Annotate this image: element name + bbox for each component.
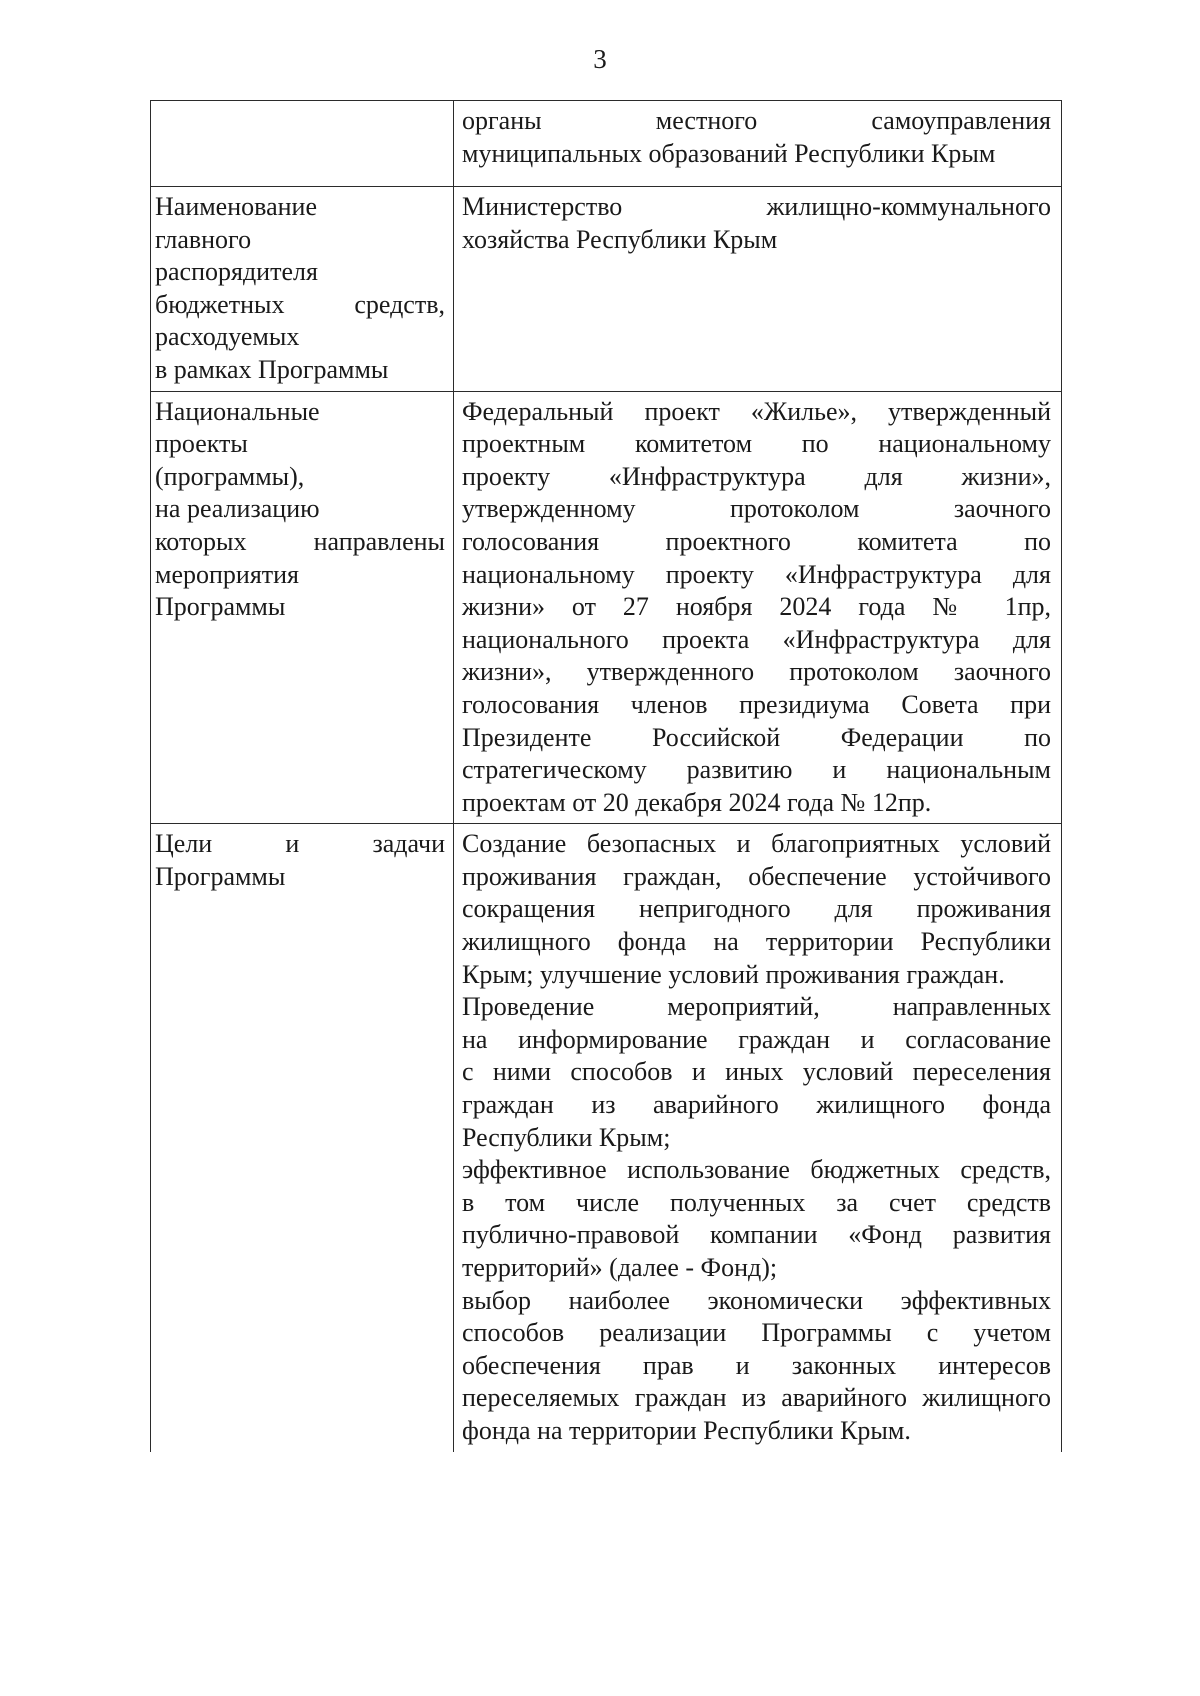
row-value-line: муниципальных образований Республики Крым xyxy=(462,138,996,168)
row-value-line: Создание безопасных и благоприятных условий xyxy=(462,829,1051,859)
row-label-line: главного xyxy=(155,224,252,254)
row-label-cell xyxy=(151,391,454,824)
page-number: 3 xyxy=(593,44,607,74)
row-label-cell xyxy=(151,187,454,392)
row-value-line: стратегическому развитию и национальным xyxy=(462,755,1051,785)
row-label-line: расходуемых xyxy=(155,322,300,352)
row-value-line: жилищного фонда на территории Республики xyxy=(462,927,1051,957)
row-label-cell xyxy=(151,824,454,1452)
row-label-line: в рамках Программы xyxy=(155,354,389,384)
row-value-cell xyxy=(454,391,1062,824)
row-value-line: территорий» (далее - Фонд); xyxy=(462,1253,778,1282)
row-value-line: переселяемых граждан из аварийного жилищного xyxy=(462,1383,1051,1413)
row-value-line: национальному проекту «Инфраструктура для xyxy=(462,559,1051,589)
table-row-national-projects xyxy=(151,391,1062,824)
row-label-line: Национальные xyxy=(155,396,320,426)
row-value-line: обеспечения прав и законных интересов xyxy=(462,1350,1051,1380)
row-value-line: Проведение мероприятий, направленных xyxy=(462,992,1051,1022)
row-label-line: Наименование xyxy=(155,192,317,221)
row-label-cell xyxy=(151,101,454,187)
row-value-line: публично-правовой компании «Фонд развития xyxy=(462,1220,1051,1250)
row-label-line: мероприятия xyxy=(155,559,300,589)
row-value-line: проекту «Инфраструктура для жизни», xyxy=(462,461,1051,491)
row-value-line: голосования проектного комитета по xyxy=(462,526,1051,556)
row-label-line: бюджетных средств, xyxy=(155,289,445,319)
row-value-line: Федеральный проект «Жилье», утвержденный xyxy=(462,396,1051,426)
row-value-line: национального проекта «Инфраструктура для xyxy=(462,624,1051,654)
row-value-cell xyxy=(454,101,1062,187)
row-value-line: выбор наиболее экономически эффективных xyxy=(462,1285,1051,1315)
row-value-line: проектным комитетом по национальному xyxy=(462,429,1051,459)
row-label-line: на реализацию xyxy=(155,494,320,524)
row-value-line: Президенте Российской Федерации по xyxy=(462,722,1051,752)
row-value-line: проживания граждан, обеспечение устойчивого xyxy=(462,861,1051,891)
row-label-line: Программы xyxy=(155,861,286,891)
row-value-line: граждан из аварийного жилищного фонда xyxy=(462,1090,1051,1120)
row-value-line: способов реализации Программы с учетом xyxy=(462,1318,1051,1348)
row-value-line: Министерство жилищно-коммунального xyxy=(462,192,1051,221)
row-value-line: голосования членов президиума Совета при xyxy=(462,689,1051,719)
table-row-budget-administrator xyxy=(151,187,1062,392)
row-value-line: жизни», утвержденного протоколом заочного xyxy=(462,657,1051,687)
table-row-goals-and-tasks xyxy=(151,824,1062,1452)
row-value-line: с ними способов и иных условий переселения xyxy=(462,1057,1051,1087)
row-value-line: сокращения непригодного для проживания xyxy=(462,894,1051,924)
row-label-line: (программы), xyxy=(155,461,305,491)
program-passport-table xyxy=(150,100,1062,1452)
row-label-line: Программы xyxy=(155,592,286,622)
row-value-line: в том числе полученных за счет средств xyxy=(462,1187,1051,1217)
row-value-line: жизни» от 27 ноября 2024 года № 1пр, xyxy=(462,592,1051,622)
row-label-line: которых направлены xyxy=(155,526,445,556)
table-row-executors-continued xyxy=(151,101,1062,187)
row-value-line: проектам от 20 декабря 2024 года № 12пр. xyxy=(462,787,932,817)
row-value-line: хозяйства Республики Крым xyxy=(462,224,778,254)
row-value-line: органы местного самоуправления xyxy=(462,106,1051,135)
row-label-line: проекты xyxy=(155,429,248,459)
row-value-line: Республики Крым; xyxy=(462,1122,671,1152)
row-value-cell xyxy=(454,824,1062,1452)
row-value-cell xyxy=(454,187,1062,392)
row-value-line: утвержденному протоколом заочного xyxy=(462,494,1051,524)
row-value-line: на информирование граждан и согласование xyxy=(462,1024,1051,1054)
row-value-line: эффективное использование бюджетных средств, xyxy=(462,1155,1051,1185)
row-label-line: Цели и задачи xyxy=(155,829,445,859)
row-value-line: фонда на территории Республики Крым. xyxy=(462,1415,911,1445)
row-value-line: Крым; улучшение условий проживания граждан. xyxy=(462,959,1005,989)
row-label-line: распорядителя xyxy=(155,257,318,287)
